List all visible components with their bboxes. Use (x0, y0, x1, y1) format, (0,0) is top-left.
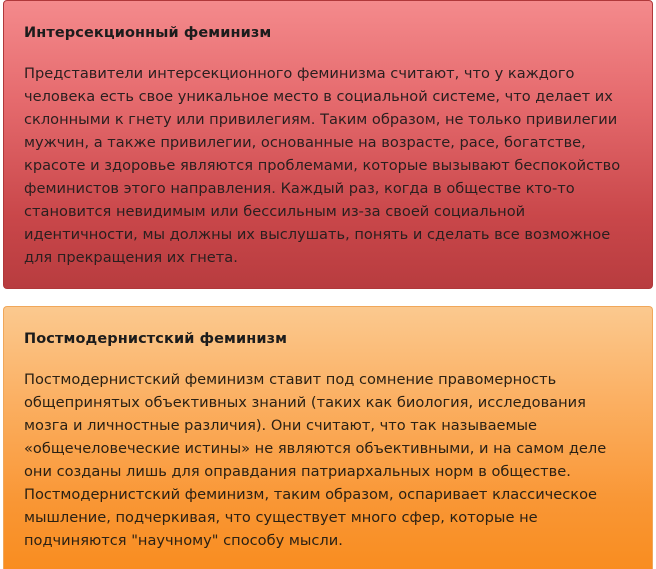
section-card-intersectional (3, 0, 653, 289)
section-title: Постмодернистский феминизм (24, 331, 288, 347)
section-card-postmodern (3, 306, 653, 569)
section-body: Представители интерсекционного феминизма считают, что у каждого человека есть свое уникальное место в социальной системе, что делает их склонными к гнету или привилегиям. Таким образом, не только привилегии мужчин, а также привилегии, основанные на возрасте, расе, богатстве, красоте и здоровье являются проблемами, которые вызывают беспокойство феминистов этого направления. Каждый раз, когда в обществе кто-то становится невидимым или бессильным из-за своей социальной идентичности, мы должны их выслушать, понять и сделать все возможное для прекращения их гнета. (24, 65, 621, 266)
section-body: Постмодернистский феминизм ставит под сомнение правомерность общепринятых объективных знаний (таких как биология, исследования мозга и личностные различия). Они считают, что так называемые «общечеловеческие истины» не являются объективными, и на самом деле они созданы лишь для оправдания патриархальных норм в обществе. Постмодернистский феминизм, таким образом, оспаривает классическое мышление, подчеркивая, что существует много сфер, которые не подчиняются "научному" способу мысли. (24, 371, 607, 549)
section-title: Интерсекционный феминизм (24, 25, 272, 41)
